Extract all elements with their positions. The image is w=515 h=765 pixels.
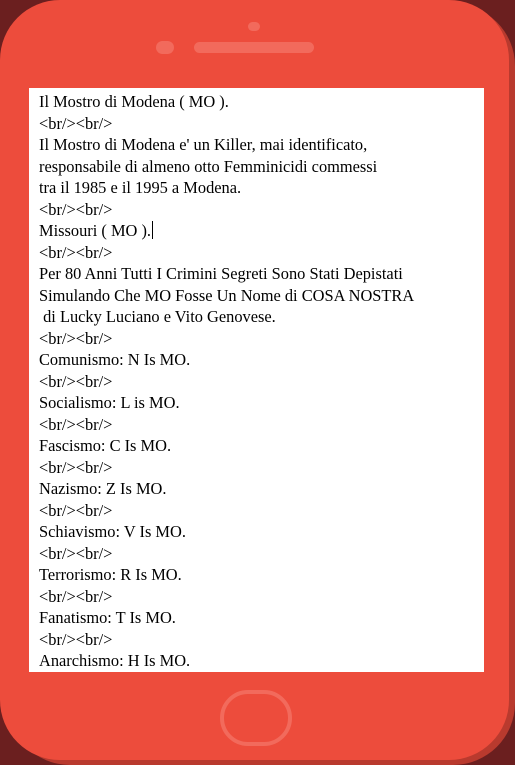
text-line: <br/><br/> (39, 414, 113, 434)
text-line: Fascismo: C Is MO. (39, 436, 172, 455)
text-line-with-cursor: Missouri ( MO ). (39, 220, 474, 242)
text-line: Terrorismo: R Is MO. (39, 565, 182, 584)
text-line: <br/><br/> (39, 629, 113, 649)
text-line: Socialismo: L is MO. (39, 393, 180, 412)
text-line: Fanatismo: T Is MO. (39, 608, 176, 627)
sensor-dot-icon (248, 22, 260, 31)
text-line: <br/><br/> (39, 457, 113, 477)
home-button[interactable] (220, 690, 292, 746)
text-line: Il Mostro di Modena e' un Killer, mai identificato, (39, 135, 368, 154)
text-line: <br/><br/> (39, 242, 113, 262)
text-line: di Lucky Luciano e Vito Genovese. (39, 307, 276, 326)
text-line: Per 80 Anni Tutti I Crimini Segreti Sono Stati Depistati (39, 264, 403, 283)
text-line: <br/><br/> (39, 113, 113, 133)
text-line: Anarchismo: H Is MO. (39, 651, 191, 670)
text-line: Comunismo: N Is MO. (39, 350, 191, 369)
speaker-grille-icon (194, 42, 314, 53)
text-line: Nazismo: Z Is MO. (39, 479, 167, 498)
text-line: <br/><br/> (39, 500, 113, 520)
phone-screen[interactable] (29, 88, 484, 672)
camera-icon (156, 41, 174, 54)
text-line: <br/><br/> (39, 371, 113, 391)
text-line: <br/><br/> (39, 543, 113, 563)
text-line: tra il 1985 e il 1995 a Modena. (39, 178, 242, 197)
text-line: responsabile di almeno otto Femminicidi commessi (39, 156, 378, 176)
text-line: <br/><br/> (39, 586, 113, 606)
document-text[interactable] (39, 91, 474, 672)
text-line: <br/><br/> (39, 328, 113, 348)
text-line: Simulando Che MO Fosse Un Nome di COSA NOSTRA (39, 285, 415, 305)
text-line: <br/><br/> (39, 199, 113, 219)
text-line: Il Mostro di Modena ( MO ). (39, 92, 229, 111)
text-line: Schiavismo: V Is MO. (39, 522, 186, 541)
